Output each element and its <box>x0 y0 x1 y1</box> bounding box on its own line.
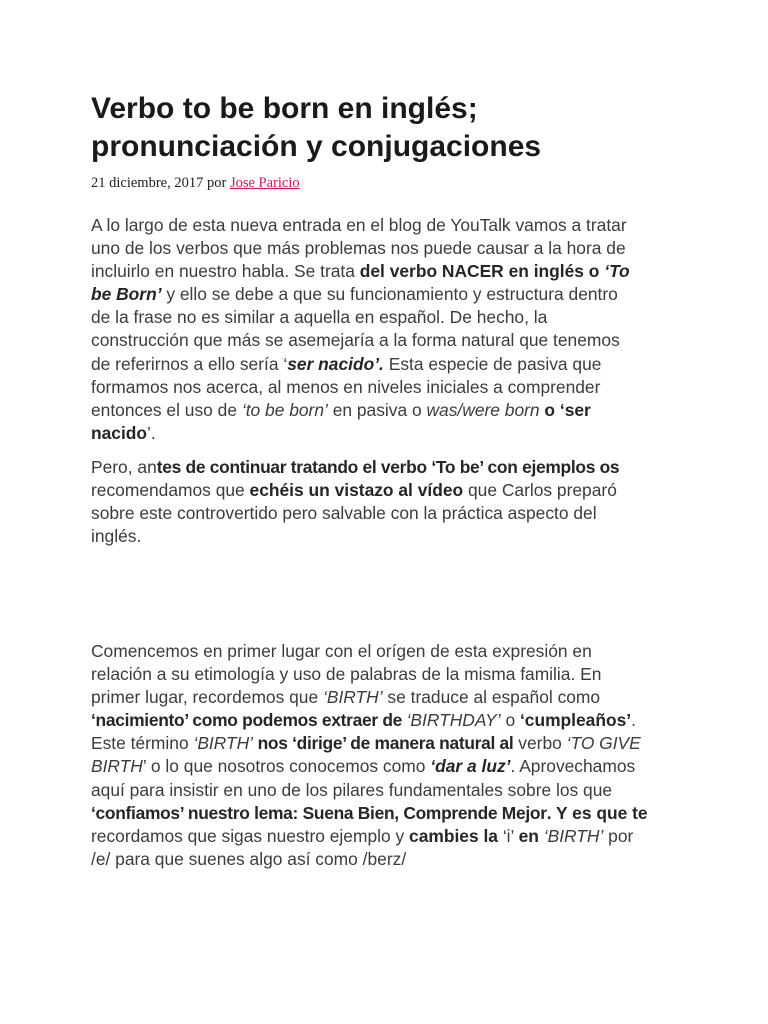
text-line: construcción que más se asemejaría a la forma natural que tenemos <box>91 330 620 351</box>
post-meta <box>91 174 300 192</box>
bold-text: tes de continuar tratando el verbo ‘To be’ con ejemplos os <box>156 457 620 477</box>
text-line: entonces el uso de ‘to be born’ en pasiva o was/were born o ‘ser <box>91 399 591 420</box>
post-date: 21 diciembre, 2017 <box>91 175 204 191</box>
text-line: inglés. <box>91 526 142 547</box>
paragraph-video <box>91 456 731 548</box>
bold-text: ‘cumpleaños’ <box>519 710 632 731</box>
text-line: BIRTH’ o lo que nosotros conocemos como ‘dar a luz’. Aprovechamos <box>91 756 636 777</box>
text-line: A lo largo de esta nueva entrada en el blog de YouTalk vamos a tratar <box>91 215 627 235</box>
text-line: Pero, antes de continuar tratando el verbo ‘To be’ con ejemplos os <box>91 457 620 477</box>
bold-text: del verbo NACER en inglés o <box>359 261 605 282</box>
text-line: be Born’ y ello se debe a que su funcionamiento y estructura dentro <box>91 284 618 305</box>
italic-text: BIRTH <box>91 756 143 777</box>
page-title <box>91 90 711 166</box>
text-line: uno de los verbos que más problemas nos puede causar a la hora de <box>91 238 626 259</box>
text-line: Este término ‘BIRTH’ nos ‘dirige’ de manera natural al verbo ‘TO GIVE <box>91 733 641 754</box>
bold-text: ‘nacimiento’ como podemos extraer de <box>91 710 407 731</box>
author-link[interactable]: Jose Paricio <box>229 175 300 191</box>
text-line: relación a su etimología y uso de palabras de la misma familia. En <box>91 664 602 685</box>
bold-italic-text: be Born’ <box>91 284 162 305</box>
bold-text: ‘confiamos’ nuestro lema: Suena Bien, Comprende Mejor <box>91 802 547 823</box>
post-by: por <box>206 175 227 191</box>
text-line <box>91 802 731 825</box>
paragraph-etymology <box>91 640 731 871</box>
bold-italic-text: ser nacido’. <box>287 353 384 374</box>
italic-text: ‘BIRTH’ <box>193 733 254 754</box>
title-line-2: pronunciación y conjugaciones <box>91 130 542 163</box>
text-line: sobre este controvertido pero salvable con la práctica aspecto del <box>91 503 597 524</box>
italic-text: was/were born <box>426 399 540 420</box>
title-line-1: Verbo to be born en inglés; <box>91 92 478 125</box>
bold-text: cambies la <box>409 825 498 846</box>
bold-text: nos ‘dirige’ de manera natural al <box>253 733 514 754</box>
italic-text: ‘BIRTH’ <box>543 825 604 846</box>
text-line: primer lugar, recordemos que ‘BIRTH’ se traduce al español como <box>91 687 601 708</box>
text-line: nacido’. <box>91 422 156 443</box>
text-line: de la frase no es similar a aquella en español. De hecho, la <box>91 307 548 328</box>
text-line: recomendamos que echéis un vistazo al vídeo que Carlos preparó <box>91 480 617 501</box>
bold-text: . Y es que te <box>546 802 648 823</box>
italic-text: ‘BIRTHDAY’ <box>406 710 501 731</box>
text-line: recordamos que sigas nuestro ejemplo y cambies la ‘i’ en ‘BIRTH’ por <box>91 825 634 846</box>
text-line: Comencemos en primer lugar con el orígen de esta expresión en <box>91 641 592 661</box>
text-line: ‘nacimiento’ como podemos extraer de ‘BIRTHDAY’ o ‘cumpleaños’. <box>91 710 636 731</box>
text-line: incluirlo en nuestro habla. Se trata del verbo NACER en inglés o ‘To <box>91 261 630 282</box>
italic-text: ‘to be born’ <box>241 399 328 420</box>
text-line: aquí para insistir en uno de los pilares fundamentales sobre los que <box>91 779 613 800</box>
bold-text: en <box>518 825 539 846</box>
text-line: formamos nos acerca, al menos en niveles iniciales a comprender <box>91 376 601 397</box>
bold-text: o ‘ser <box>539 399 591 420</box>
bold-italic-text: ‘dar a luz’ <box>430 756 511 777</box>
bold-italic-text: ‘To <box>604 261 630 282</box>
italic-text: ‘TO GIVE <box>566 733 641 754</box>
bold-text: echéis un vistazo al vídeo <box>249 480 464 501</box>
italic-text: ‘BIRTH’ <box>322 687 383 708</box>
text-line: /e/ para que suenes algo así como /berz/ <box>91 848 407 869</box>
bold-text: nacido <box>91 422 148 443</box>
text-line: de referirnos a ello sería ‘ser nacido’. Esta especie de pasiva que <box>91 353 602 374</box>
paragraph-intro <box>91 214 731 445</box>
